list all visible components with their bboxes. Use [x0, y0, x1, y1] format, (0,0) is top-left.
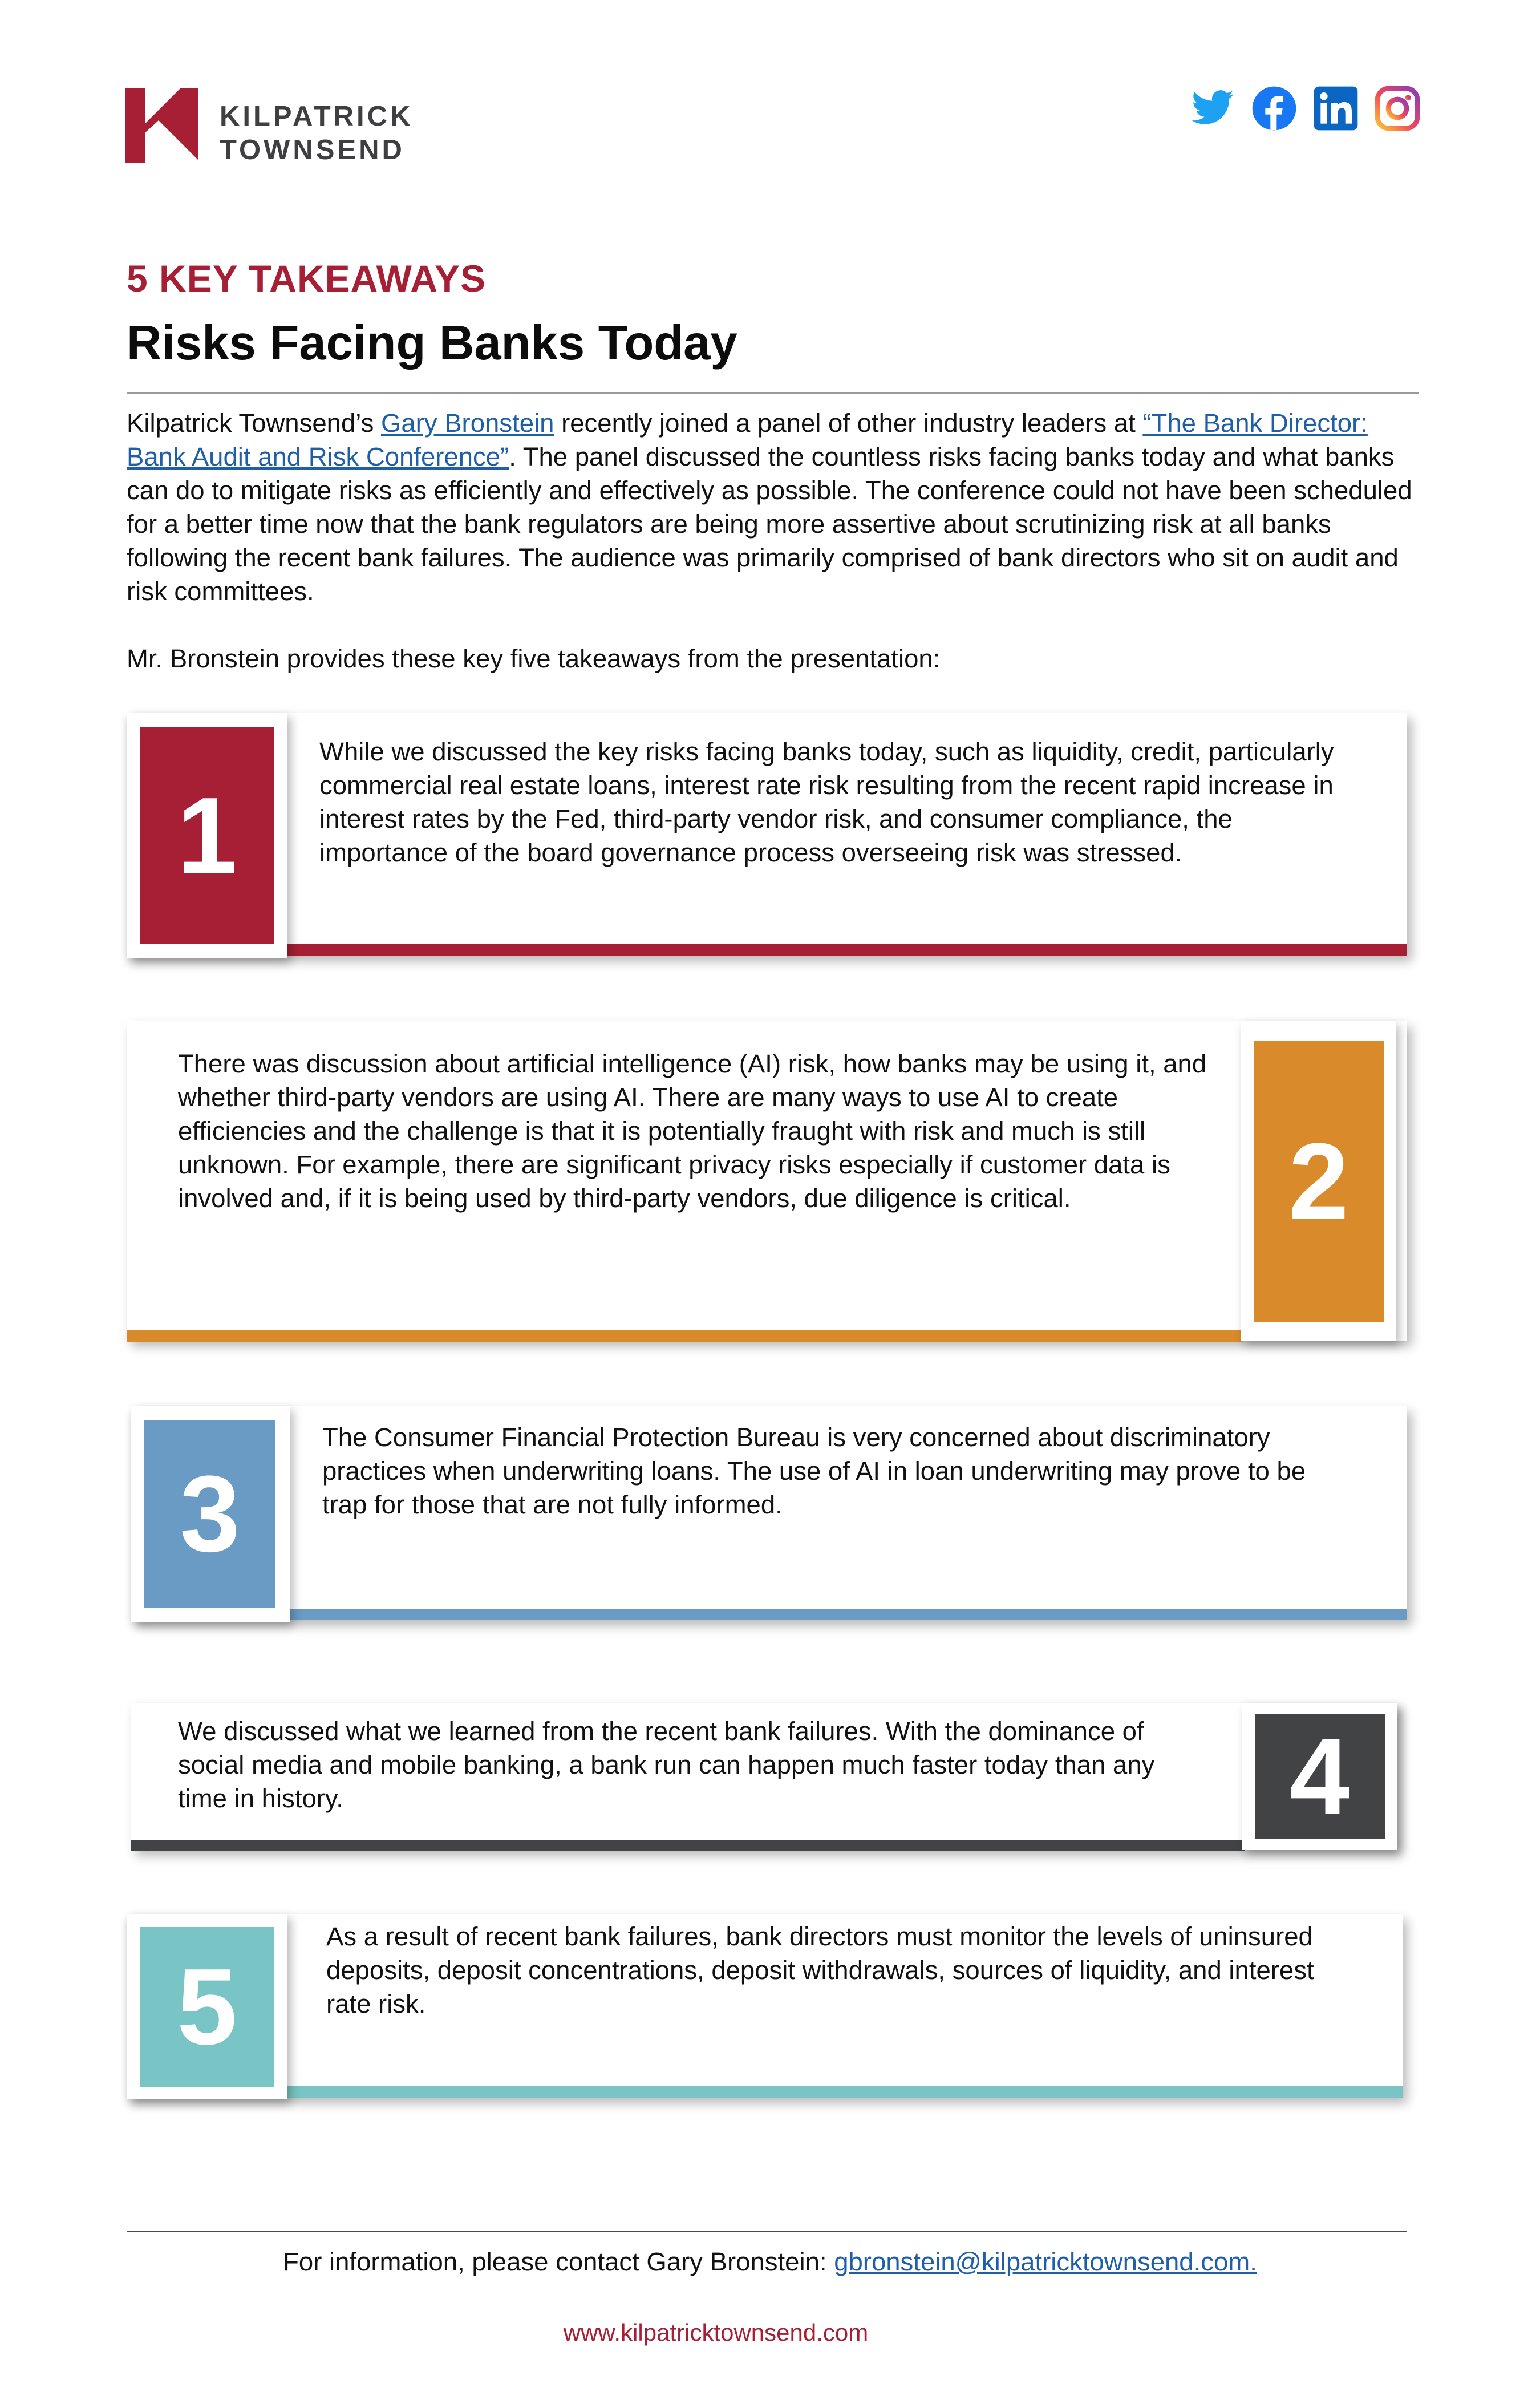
intro-text: Kilpatrick Townsend’s: [127, 408, 381, 438]
takeaway-accent-bar: [131, 1840, 1245, 1851]
takeaway-text: We discussed what we learned from the recent bank failures. With the dominance of social media and mobile banking, a bank run can happen much faster today than any time in history.: [178, 1717, 1155, 1813]
conference-link[interactable]: “The Bank Director: Bank Audit and Risk Conference”: [127, 408, 1368, 471]
takeaway-text: The Consumer Financial Protection Bureau is very concerned about discriminatory practices when underwriting loans. The use of AI in loan underwriting may prove to be trap for those that are not fully informed.: [322, 1423, 1306, 1519]
takeaway-text: While we discussed the key risks facing banks today, such as liquidity, credit, particularly commercial real estate loans, interest rate risk resulting from the recent rapid increase in interest rates by the Fed, third-party vendor risk, and consumer compliance, the importance of the board governance process overseeing risk was stressed.: [319, 737, 1334, 867]
takeaway-accent-bar: [127, 1330, 1243, 1342]
takeaway-number: 2: [1254, 1041, 1384, 1322]
footer-contact: [0, 2245, 1540, 2278]
company-name-line1: KILPATRICK: [220, 101, 414, 132]
takeaway-number: 1: [140, 727, 274, 944]
takeaway-text: As a result of recent bank failures, bank directors must monitor the levels of uninsured deposits, deposit concentrations, deposit withdrawals, sources of liquidity, and interest rate risk.: [326, 1922, 1314, 2018]
intro-text: . The panel discussed the countless risks facing banks today and what banks can do to mitigate risks as efficiently and effectively as possible. The conference could not have been scheduled for a better time now that the bank regulators are being more assertive about scrutinizing risk at all banks following the recent bank failures. The audience was primarily comprised of bank directors who sit on audit and risk committees.: [127, 442, 1412, 606]
company-name: [220, 100, 413, 167]
takeaway-number: 3: [144, 1420, 275, 1608]
kilpatrick-k-logo-icon: [125, 88, 198, 163]
title-divider: [127, 392, 1419, 394]
takeaway-accent-bar: [285, 2086, 1403, 2098]
page-title: Risks Facing Banks Today: [127, 316, 737, 370]
takeaway-accent-bar: [288, 1609, 1407, 1620]
facebook-icon[interactable]: [1251, 86, 1297, 131]
social-links: [1190, 86, 1420, 131]
linkedin-icon[interactable]: [1313, 86, 1359, 131]
takeaway-number: 4: [1255, 1714, 1385, 1839]
section-kicker: 5 KEY TAKEAWAYS: [127, 257, 486, 300]
takeaways-lead: Mr. Bronstein provides these key five takeaways from the presentation:: [127, 644, 941, 673]
takeaway-text: There was discussion about artificial intelligence (AI) risk, how banks may be using it, and whether third-party vendors are using AI. There are many ways to use AI to create efficiencies and the challenge is that it is potentially fraught with risk and much is still unknown. For example, there are significant privacy risks especially if customer data is involved and, if it is being used by third-party vendors, due diligence is critical.: [178, 1049, 1207, 1213]
company-name-line2: TOWNSEND: [220, 135, 405, 165]
twitter-icon[interactable]: [1190, 86, 1235, 131]
footer-website[interactable]: www.kilpatricktownsend.com: [563, 2319, 869, 2346]
intro-paragraph: [127, 406, 1419, 608]
intro-text: recently joined a panel of other industry leaders at: [554, 408, 1143, 438]
takeaway-accent-bar: [285, 944, 1407, 956]
gary-bronstein-link[interactable]: Gary Bronstein: [380, 408, 554, 438]
contact-email-link[interactable]: gbronstein@kilpatricktownsend.com.: [834, 2247, 1257, 2276]
footer-contact-text: For information, please contact Gary Bronstein:: [283, 2247, 834, 2276]
company-logo[interactable]: [125, 88, 445, 165]
footer-divider: [127, 2231, 1407, 2232]
instagram-icon[interactable]: [1375, 86, 1420, 131]
takeaway-number: 5: [140, 1927, 274, 2087]
